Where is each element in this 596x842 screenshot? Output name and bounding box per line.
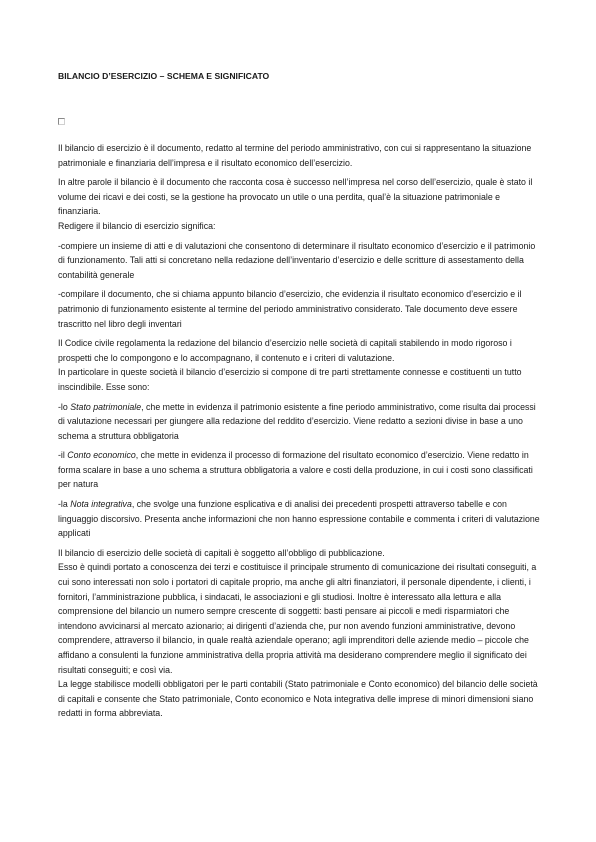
- paragraph: Il bilancio di esercizio delle società di capitali è soggetto all’obbligo di pubblicazione.: [58, 547, 385, 558]
- paragraph: Redigere il bilancio di esercizio significa:: [58, 220, 216, 231]
- list-item-term: Conto economico: [67, 450, 136, 461]
- paragraph: In particolare in queste società il bilancio d’esercizio si compone di tre parti strettamente connesse e costituenti un tutto inscindibile. Esse sono:: [58, 367, 522, 392]
- checkbox-icon[interactable]: [58, 118, 65, 125]
- list-item-stato-patrimoniale: [58, 400, 542, 444]
- list-item-text: , che mette in evidenza il processo di formazione del risultato economico d’esercizio. Viene redatto in forma scalare in base a uno schema a struttura obbligatoria a valore e costi della produzione, in cui i costi sono classificati per natura: [58, 450, 533, 490]
- paragraph: La legge stabilisce modelli obbligatori per le parti contabili (Stato patrimoniale e Conto economico) del bilancio delle società di capitali e consente che Stato patrimoniale, Conto economico e Nota integrativa delle imprese di minori dimensioni siano redatti in forma abbreviata.: [58, 679, 538, 719]
- document-title: BILANCIO D’ESERCIZIO – SCHEMA E SIGNIFICATO: [58, 71, 270, 81]
- list-item-term: Nota integrativa: [70, 499, 132, 510]
- paragraph: -compilare il documento, che si chiama appunto bilancio d’esercizio, che evidenzia il risultato economico d’esercizio e il patrimonio di funzionamento esistente al termine del periodo amministrativo considerato. Tale documento deve essere trascritto nel libro degli inventari: [58, 289, 522, 329]
- paragraph: Il bilancio di esercizio è il documento, redatto al termine del periodo amministrativo, con cui si rappresentano la situazione patrimoniale e finanziaria dell’impresa e il risultato economico dell’esercizio.: [58, 143, 532, 168]
- list-item-text: , che svolge una funzione esplicativa e di analisi dei precedenti prospetti attraverso tabelle e con linguaggio discorsivo. Presenta anche informazioni che non hanno espressione contabile e commenta i criteri di valutazione applicati: [58, 499, 540, 539]
- list-item-prefix: -la: [58, 499, 71, 510]
- document-body: [58, 141, 542, 726]
- paragraph: Esso è quindi portato a conoscenza dei terzi e costituisce il principale strumento di comunicazione dei risultati conseguiti, a cui sono interessati non solo i portatori di capitale proprio, ma anche gli altri finanziatori, il personale dipendente, i clienti, i fornitori, l’amministrazione pubblica, i sindacati, le associazioni e gli studiosi. Inoltre è interessato alla lettura e alla comprensione del bilancio un numero sempre crescente di soggetti: basti pensare ai piccoli e medi risparmiatori che intendono avvicinarsi al mercato azionario; ai dirigenti d’azienda che, pur non avendo funzioni amministrative, devono comprendere, attraverso il bilancio, in quale realtà aziendale operano; agli imprenditori delle aziende medio – piccole che affidano a consulenti la funzione amministrativa della propria attività ma desiderano comprendere meglio il significato dei risultati conseguiti; e così via.: [58, 562, 537, 675]
- list-item-prefix: -lo: [58, 401, 71, 412]
- list-item-term: Stato patrimoniale: [70, 401, 142, 412]
- list-item-text: , che mette in evidenza il patrimonio esistente a fine periodo amministrativo, come risulta dai processi di valutazione necessari per giungere alla redazione del reddito d’esercizio. Viene redatto a sezioni divise in base a uno schema a struttura obbligatoria: [58, 401, 536, 441]
- paragraph: Il Codice civile regolamenta la redazione del bilancio d’esercizio nelle società di capitali stabilendo in modo rigoroso i prospetti che lo compongono e lo accompagnano, il contenuto e i criteri di valutazione.: [58, 338, 512, 363]
- paragraph: -compiere un insieme di atti e di valutazioni che consentono di determinare il risultato economico d’esercizio e il patrimonio di funzionamento. Tali atti si concretano nella redazione dell’inventario d’esercizio e delle scritture di assestamento della contabilità generale: [58, 240, 536, 280]
- list-item-prefix: -il: [58, 450, 68, 461]
- paragraph: In altre parole il bilancio è il documento che racconta cosa è successo nell’impresa nel corso dell’esercizio, quale è stato il volume dei ricavi e dei costi, se la gestione ha provocato un utile o una perdita, qual’è la situazione patrimoniale e finanziaria.: [58, 177, 533, 217]
- list-item-conto-economico: [58, 448, 542, 492]
- list-item-nota-integrativa: [58, 497, 542, 541]
